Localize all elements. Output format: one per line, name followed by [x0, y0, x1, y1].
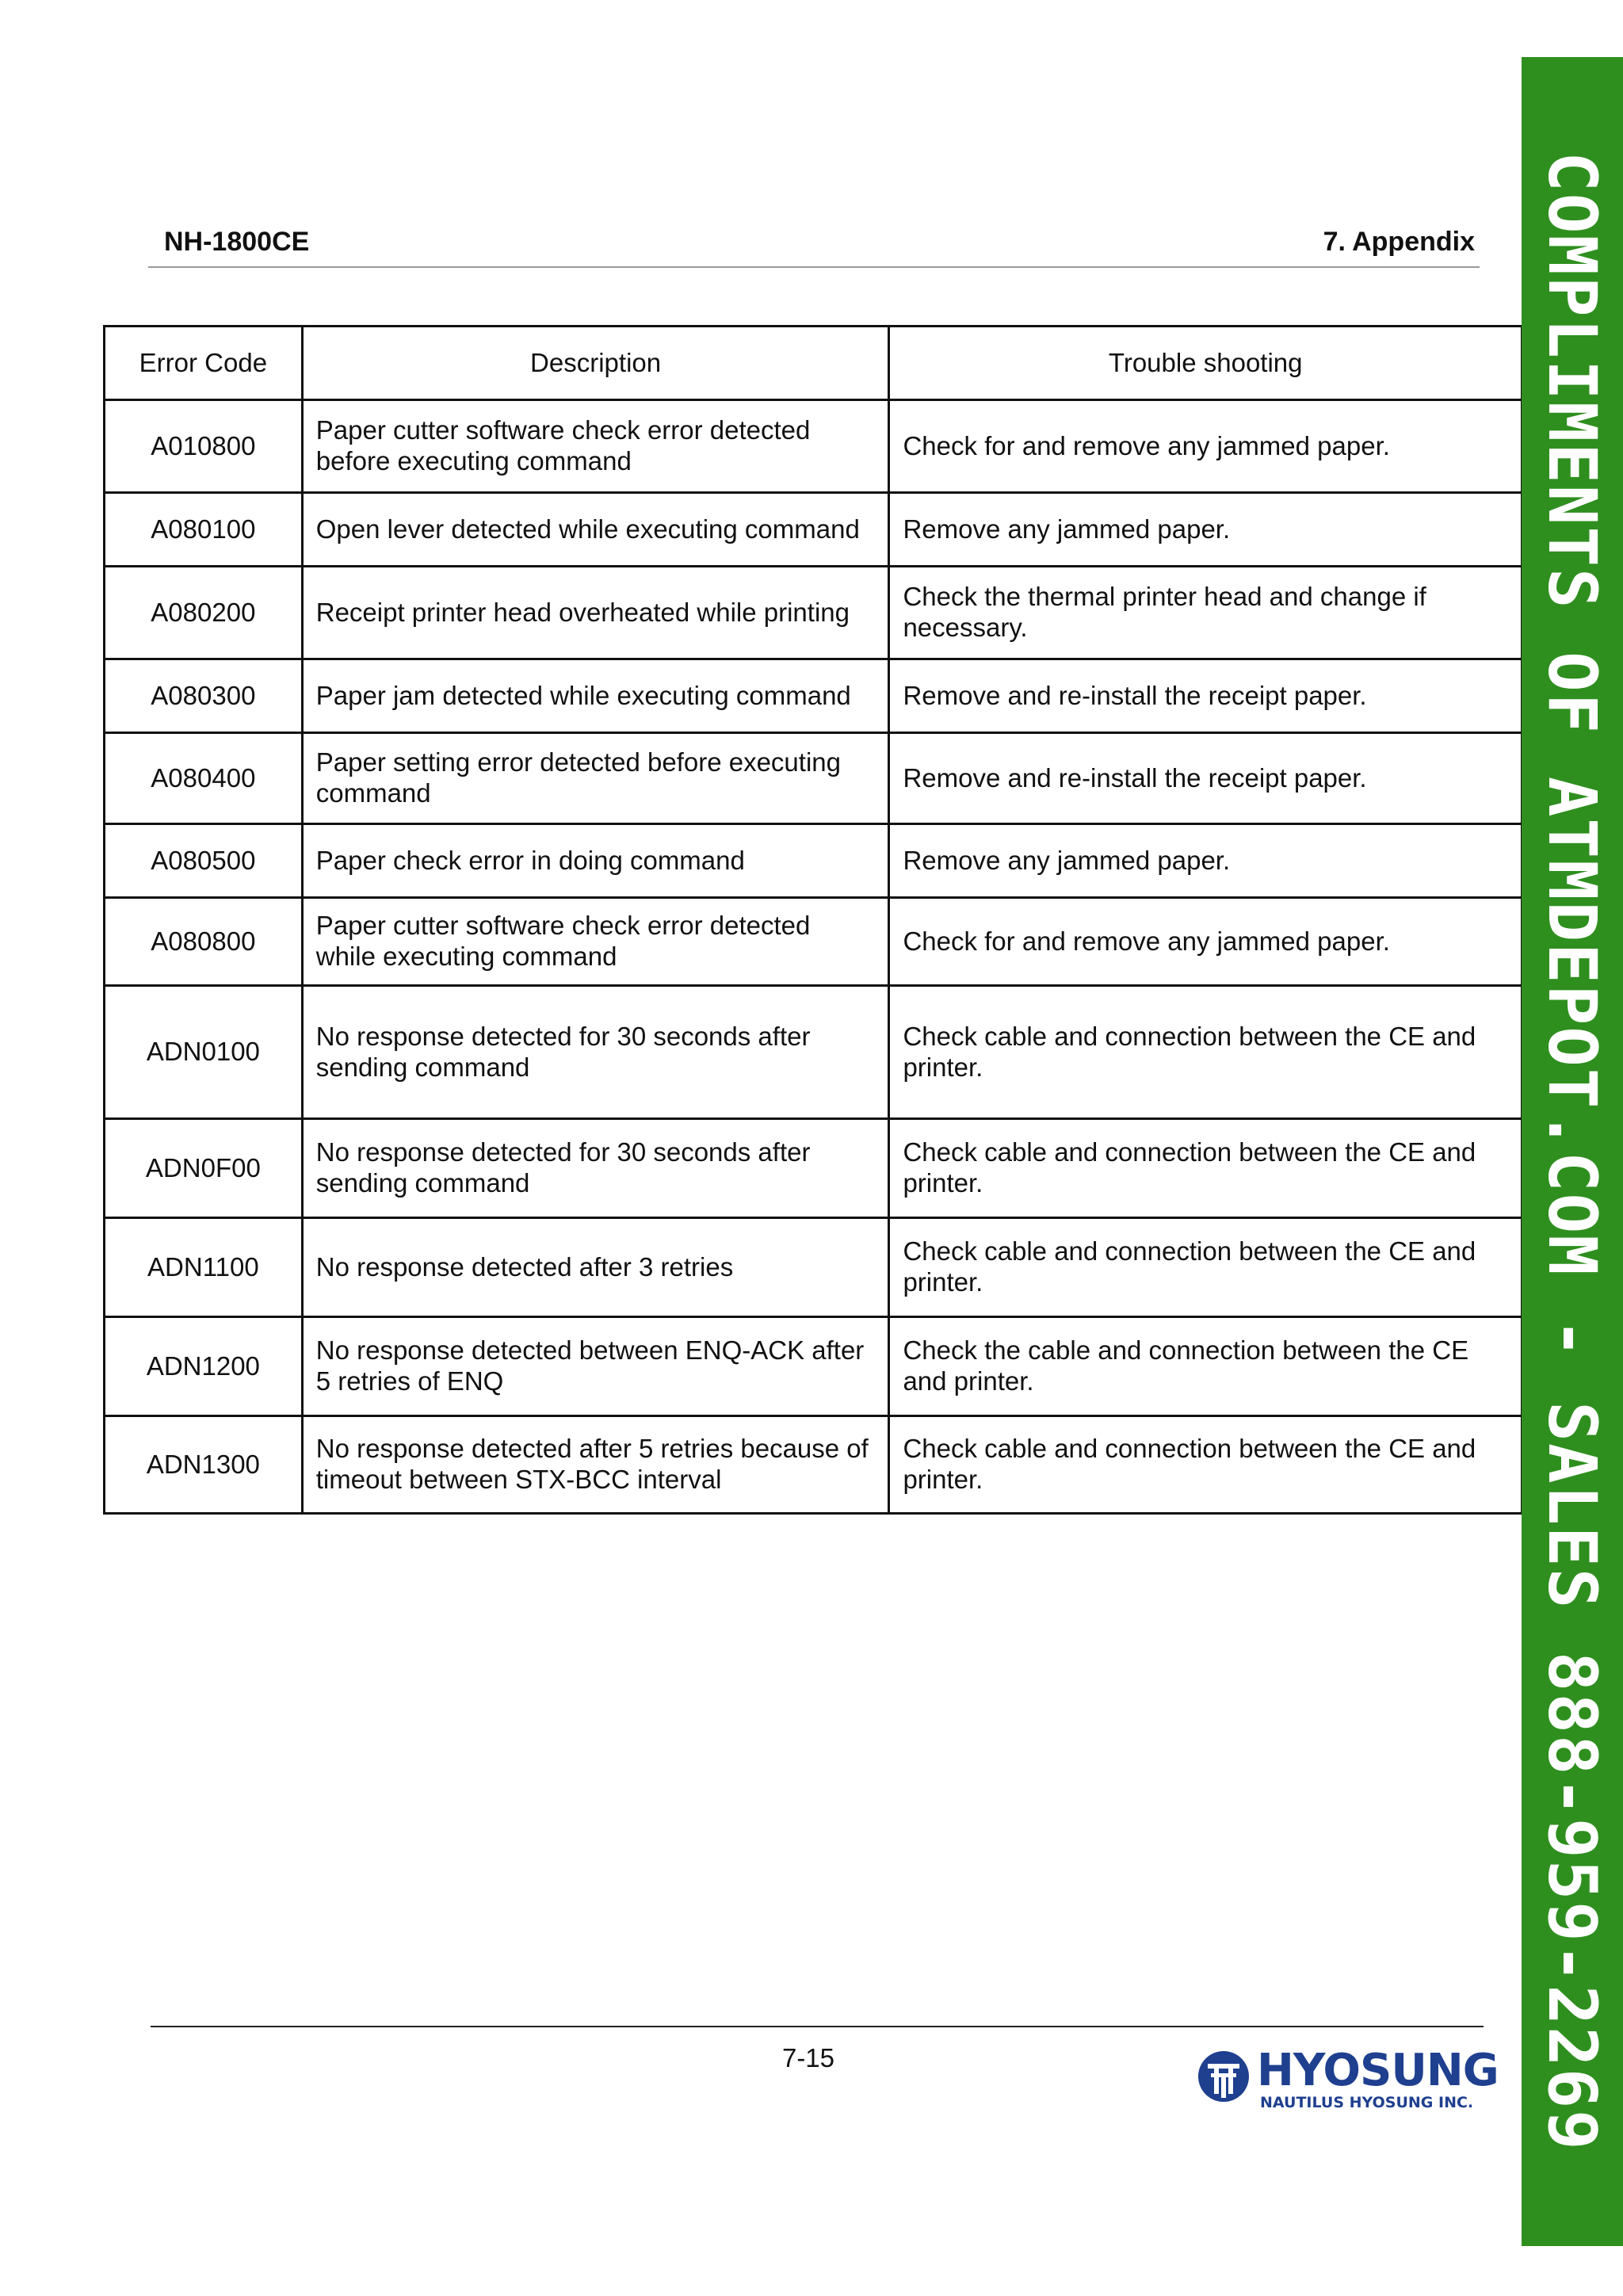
- error-code-cell: ADN1100: [105, 1218, 303, 1317]
- table-row: [105, 898, 1522, 986]
- table-row: [105, 1218, 1522, 1317]
- table-row: [105, 1119, 1522, 1218]
- error-code-cell: ADN0F00: [105, 1119, 303, 1218]
- error-code-cell: A080100: [105, 493, 303, 567]
- col-header-trouble-shooting: Trouble shooting: [889, 327, 1522, 400]
- trouble-shooting-cell: Check cable and connection between the CE and printer.: [889, 1119, 1522, 1218]
- table-row: [105, 400, 1522, 493]
- description-cell: Paper jam detected while executing command: [302, 659, 889, 733]
- hyosung-logo-icon: [1197, 2050, 1251, 2103]
- side-banner: [1522, 57, 1623, 2246]
- error-code-cell: ADN1300: [105, 1416, 303, 1514]
- page-header: [148, 223, 1480, 268]
- model-name: NH-1800CE: [164, 227, 310, 257]
- trouble-shooting-cell: Check cable and connection between the CE and printer.: [889, 986, 1522, 1119]
- side-banner-text: COMPLIMENTS OF ATMDEPOT.COM - SALES 888-959-2269: [1533, 151, 1611, 2152]
- error-code-cell: A080300: [105, 659, 303, 733]
- table-row: [105, 1317, 1522, 1416]
- col-header-error-code: Error Code: [105, 327, 303, 400]
- error-code-table: [103, 325, 1523, 1515]
- trouble-shooting-cell: Check cable and connection between the CE and printer.: [889, 1218, 1522, 1317]
- trouble-shooting-cell: Remove and re-install the receipt paper.: [889, 733, 1522, 824]
- error-code-cell: A080500: [105, 824, 303, 898]
- trouble-shooting-cell: Check cable and connection between the CE and printer.: [889, 1416, 1522, 1514]
- table-row: [105, 733, 1522, 824]
- trouble-shooting-cell: Check for and remove any jammed paper.: [889, 898, 1522, 986]
- table-row: [105, 567, 1522, 659]
- error-code-cell: ADN0100: [105, 986, 303, 1119]
- table-row: [105, 493, 1522, 567]
- error-code-cell: A080800: [105, 898, 303, 986]
- error-code-cell: ADN1200: [105, 1317, 303, 1416]
- trouble-shooting-cell: Check the thermal printer head and change if necessary.: [889, 567, 1522, 659]
- hyosung-logo: [1197, 2045, 1499, 2116]
- page-number: 7-15: [781, 2043, 835, 2073]
- trouble-shooting-cell: Check for and remove any jammed paper.: [889, 400, 1522, 493]
- trouble-shooting-cell: Remove any jammed paper.: [889, 493, 1522, 567]
- section-title: 7. Appendix: [1323, 227, 1475, 257]
- description-cell: No response detected for 30 seconds after sending command: [302, 1119, 889, 1218]
- description-cell: Paper check error in doing command: [302, 824, 889, 898]
- table-row: [105, 1416, 1522, 1514]
- description-cell: No response detected between ENQ-ACK after 5 retries of ENQ: [302, 1317, 889, 1416]
- description-cell: Paper cutter software check error detected before executing command: [302, 400, 889, 493]
- description-cell: No response detected after 3 retries: [302, 1218, 889, 1317]
- description-cell: No response detected for 30 seconds after sending command: [302, 986, 889, 1119]
- footer-divider: [151, 2026, 1484, 2027]
- description-cell: No response detected after 5 retries because of timeout between STX-BCC interval: [302, 1416, 889, 1514]
- description-cell: Paper setting error detected before executing command: [302, 733, 889, 824]
- trouble-shooting-cell: Remove any jammed paper.: [889, 824, 1522, 898]
- trouble-shooting-cell: Remove and re-install the receipt paper.: [889, 659, 1522, 733]
- description-cell: Open lever detected while executing command: [302, 493, 889, 567]
- col-header-description: Description: [302, 327, 889, 400]
- error-code-cell: A080400: [105, 733, 303, 824]
- table-row: [105, 986, 1522, 1119]
- table-row: [105, 659, 1522, 733]
- description-cell: Paper cutter software check error detected while executing command: [302, 898, 889, 986]
- error-code-cell: A010800: [105, 400, 303, 493]
- table-row: [105, 824, 1522, 898]
- description-cell: Receipt printer head overheated while printing: [302, 567, 889, 659]
- table-header-row: [105, 327, 1522, 400]
- logo-sub-text: NAUTILUS HYOSUNG INC.: [1260, 2094, 1474, 2111]
- logo-brand-text: HYOSUNG: [1257, 2045, 1499, 2096]
- error-code-cell: A080200: [105, 567, 303, 659]
- trouble-shooting-cell: Check the cable and connection between the CE and printer.: [889, 1317, 1522, 1416]
